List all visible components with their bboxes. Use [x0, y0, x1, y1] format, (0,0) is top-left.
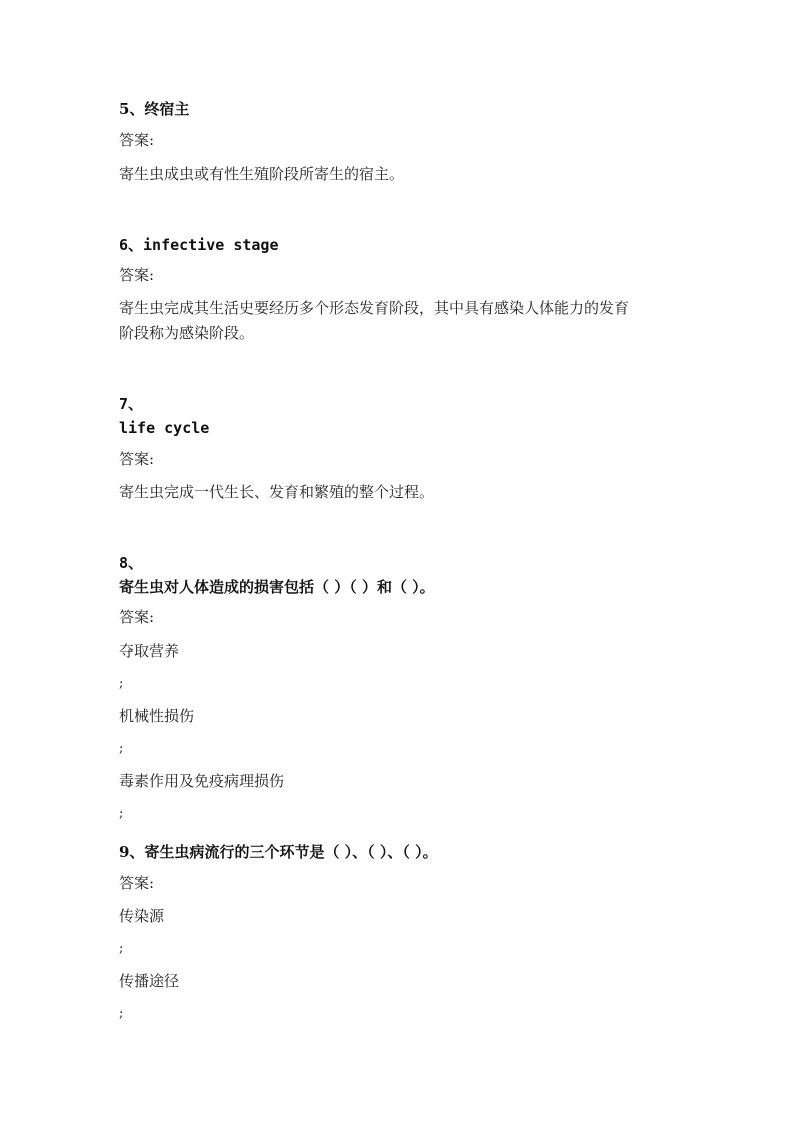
question-8-answer-2: 机械性损伤 [119, 707, 195, 725]
question-8-number: 8、 [119, 554, 144, 572]
question-7-answer-label: 答案: [119, 450, 155, 468]
question-5-answer-label: 答案: [119, 131, 155, 149]
question-8-title: 寄生虫对人体造成的损害包括（ ）（ ）和（ ）。 [119, 578, 435, 596]
question-6-answer-line-2: 阶段称为感染阶段。 [119, 324, 255, 342]
question-8-answer-1: 夺取营养 [119, 642, 180, 660]
question-8-separator-1: ; [119, 676, 124, 691]
question-9-separator-2: ; [119, 1006, 124, 1021]
question-7-title: life cycle [119, 419, 210, 437]
question-6-answer-label: 答案: [119, 266, 155, 284]
question-8-answer-label: 答案: [119, 608, 155, 626]
question-8-separator-2: ; [119, 741, 124, 756]
question-7-answer: 寄生虫完成一代生长、发育和繁殖的整个过程。 [119, 483, 435, 501]
question-9-title: 9、寄生虫病流行的三个环节是（ ）、（ ）、（ ）。 [119, 843, 438, 861]
question-9-answer-label: 答案: [119, 874, 155, 892]
question-5-answer: 寄生虫成虫或有性生殖阶段所寄生的宿主。 [119, 165, 405, 183]
question-9-separator-1: ; [119, 941, 124, 956]
question-5-title: 5、终宿主 [119, 100, 190, 118]
question-8-separator-3: ; [119, 806, 124, 821]
question-6-title: 6、infective stage [119, 236, 279, 254]
question-9-answer-2: 传播途径 [119, 972, 180, 990]
question-9-answer-1: 传染源 [119, 907, 165, 925]
question-8-answer-3: 毒素作用及免疫病理损伤 [119, 772, 285, 790]
question-6-answer-line-1: 寄生虫完成其生活史要经历多个形态发育阶段，其中具有感染人体能力的发育 [119, 299, 630, 317]
question-7-number: 7、 [119, 395, 144, 413]
